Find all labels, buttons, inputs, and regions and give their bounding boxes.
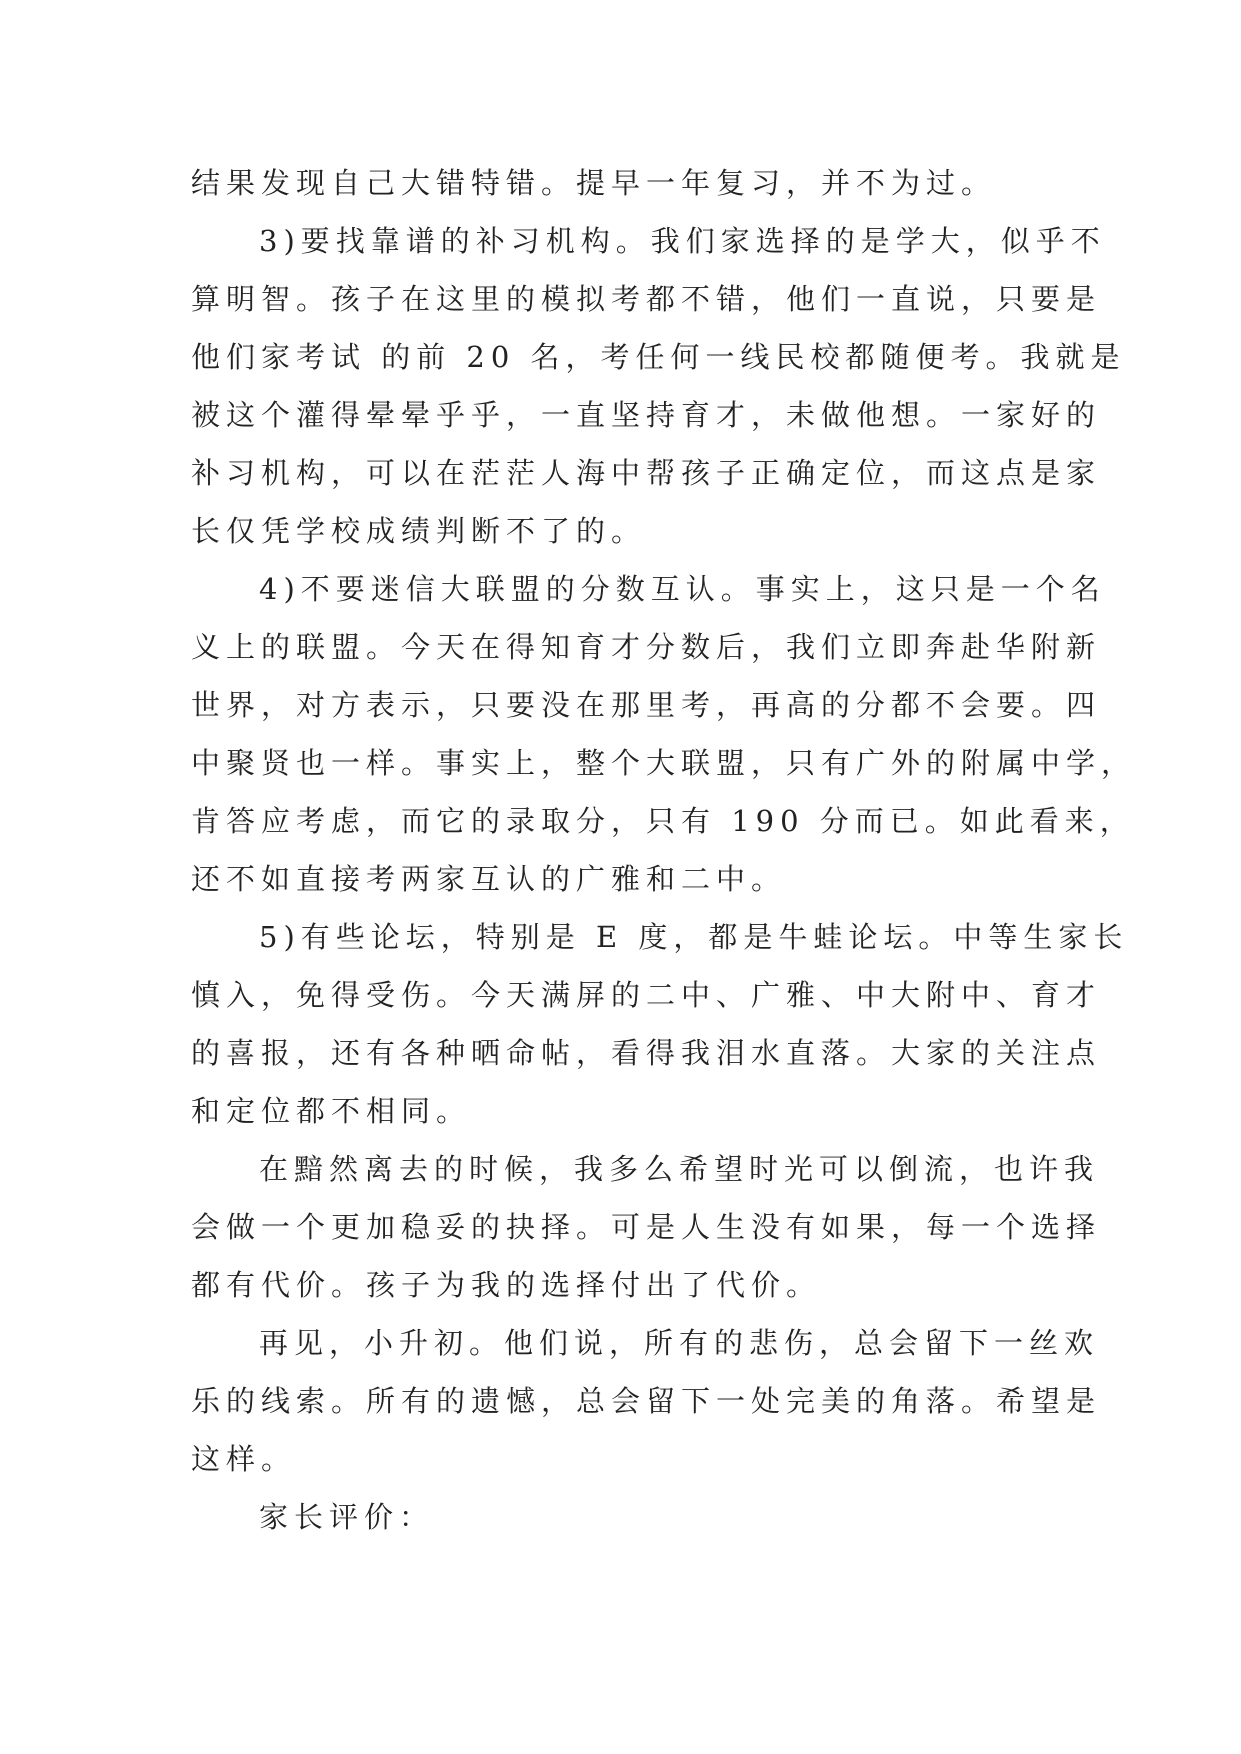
paragraph-6-line-2: 乐的线索。所有的遗憾，总会留下一处完美的角落。希望是 xyxy=(191,1384,1102,1418)
paragraph-3-line-2: 义上的联盟。今天在得知育才分数后，我们立即奔赴华附新 xyxy=(191,630,1102,664)
paragraph-5-line-2: 会做一个更加稳妥的抉择。可是人生没有如果，每一个选择 xyxy=(191,1210,1102,1244)
paragraph-3-line-3: 世界，对方表示，只要没在那里考，再高的分都不会要。四 xyxy=(191,688,1102,722)
paragraph-3-line-5: 肯答应考虑，而它的录取分，只有 190 分而已。如此看来， xyxy=(191,804,1135,838)
paragraph-5-line-1: 在黯然离去的时候，我多么希望时光可以倒流，也许我 xyxy=(259,1152,1100,1186)
paragraph-4-line-1: 5)有些论坛，特别是 E 度，都是牛蛙论坛。中等生家长 xyxy=(259,920,1129,954)
paragraph-3-line-6: 还不如直接考两家互认的广雅和二中。 xyxy=(191,862,787,896)
paragraph-3-line-4: 中聚贤也一样。事实上，整个大联盟，只有广外的附属中学， xyxy=(191,746,1137,780)
paragraph-2-line-1: 3)要找靠谱的补习机构。我们家选择的是学大，似乎不 xyxy=(259,224,1106,258)
paragraph-2-line-5: 补习机构，可以在茫茫人海中帮孩子正确定位，而这点是家 xyxy=(191,456,1102,490)
paragraph-7-line-1: 家长评价： xyxy=(259,1500,435,1534)
paragraph-6-line-1: 再见，小升初。他们说，所有的悲伤，总会留下一丝欢 xyxy=(259,1326,1100,1360)
paragraph-2-line-2: 算明智。孩子在这里的模拟考都不错，他们一直说，只要是 xyxy=(191,282,1102,316)
paragraph-6-line-3: 这样。 xyxy=(191,1442,297,1476)
paragraph-4-line-2: 慎入，免得受伤。今天满屏的二中、广雅、中大附中、育才 xyxy=(191,978,1102,1012)
paragraph-4-line-3: 的喜报，还有各种晒命帖，看得我泪水直落。大家的关注点 xyxy=(191,1036,1102,1070)
paragraph-4-line-4: 和定位都不相同。 xyxy=(191,1094,472,1128)
paragraph-3-line-1: 4)不要迷信大联盟的分数互认。事实上，这只是一个名 xyxy=(259,572,1106,606)
paragraph-2-line-4: 被这个灌得晕晕乎乎，一直坚持育才，未做他想。一家好的 xyxy=(191,398,1102,432)
paragraph-2-line-3: 他们家考试 的前 20 名，考任何一线民校都随便考。我就是 xyxy=(191,340,1126,374)
paragraph-5-line-3: 都有代价。孩子为我的选择付出了代价。 xyxy=(191,1268,822,1302)
paragraph-2-line-6: 长仅凭学校成绩判断不了的。 xyxy=(191,514,647,548)
paragraph-1-line-1: 结果发现自己大错特错。提早一年复习，并不为过。 xyxy=(191,166,997,200)
document-body xyxy=(191,154,1137,1546)
